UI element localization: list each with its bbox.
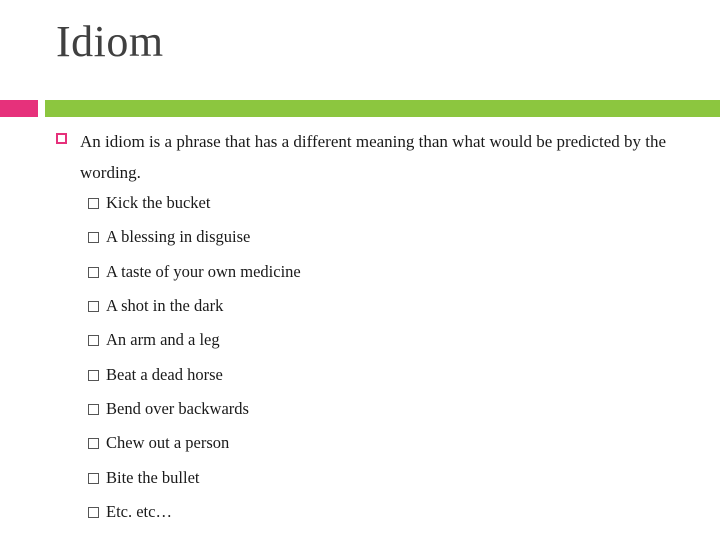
example-text: Beat a dead horse	[106, 364, 223, 384]
list-item	[88, 357, 301, 391]
square-bullet-icon	[88, 438, 99, 449]
list-item	[88, 426, 301, 460]
main-bullet-text: An idiom is a phrase that has a different meaning than what would be predicted by the wording.	[80, 132, 667, 182]
list-item	[88, 255, 301, 289]
list-item	[88, 186, 301, 220]
example-text: Kick the bucket	[106, 193, 211, 213]
square-bullet-icon	[88, 301, 99, 312]
square-bullet-icon	[88, 335, 99, 346]
example-list	[88, 186, 301, 529]
example-text: Bite the bullet	[106, 467, 200, 487]
list-item	[88, 289, 301, 323]
accent-bar-green	[45, 100, 720, 117]
list-item	[88, 495, 301, 529]
slide-title: Idiom	[56, 17, 164, 66]
example-text: A taste of your own medicine	[106, 261, 301, 281]
example-text: A shot in the dark	[106, 296, 224, 316]
square-bullet-icon	[88, 267, 99, 278]
list-item	[88, 220, 301, 254]
square-bullet-icon	[88, 507, 99, 518]
example-text: Etc. etc…	[106, 501, 172, 521]
example-text: Bend over backwards	[106, 398, 249, 418]
accent-bar-pink	[0, 100, 38, 117]
list-item	[88, 323, 301, 357]
example-text: An arm and a leg	[106, 330, 220, 350]
list-item	[88, 392, 301, 426]
square-bullet-icon	[88, 370, 99, 381]
square-bullet-icon	[88, 232, 99, 243]
square-bullet-icon	[56, 133, 67, 144]
square-bullet-icon	[88, 198, 99, 209]
list-item	[88, 460, 301, 494]
example-text: Chew out a person	[106, 433, 230, 453]
square-bullet-icon	[88, 473, 99, 484]
example-text: A blessing in disguise	[106, 227, 251, 247]
square-bullet-icon	[88, 404, 99, 415]
